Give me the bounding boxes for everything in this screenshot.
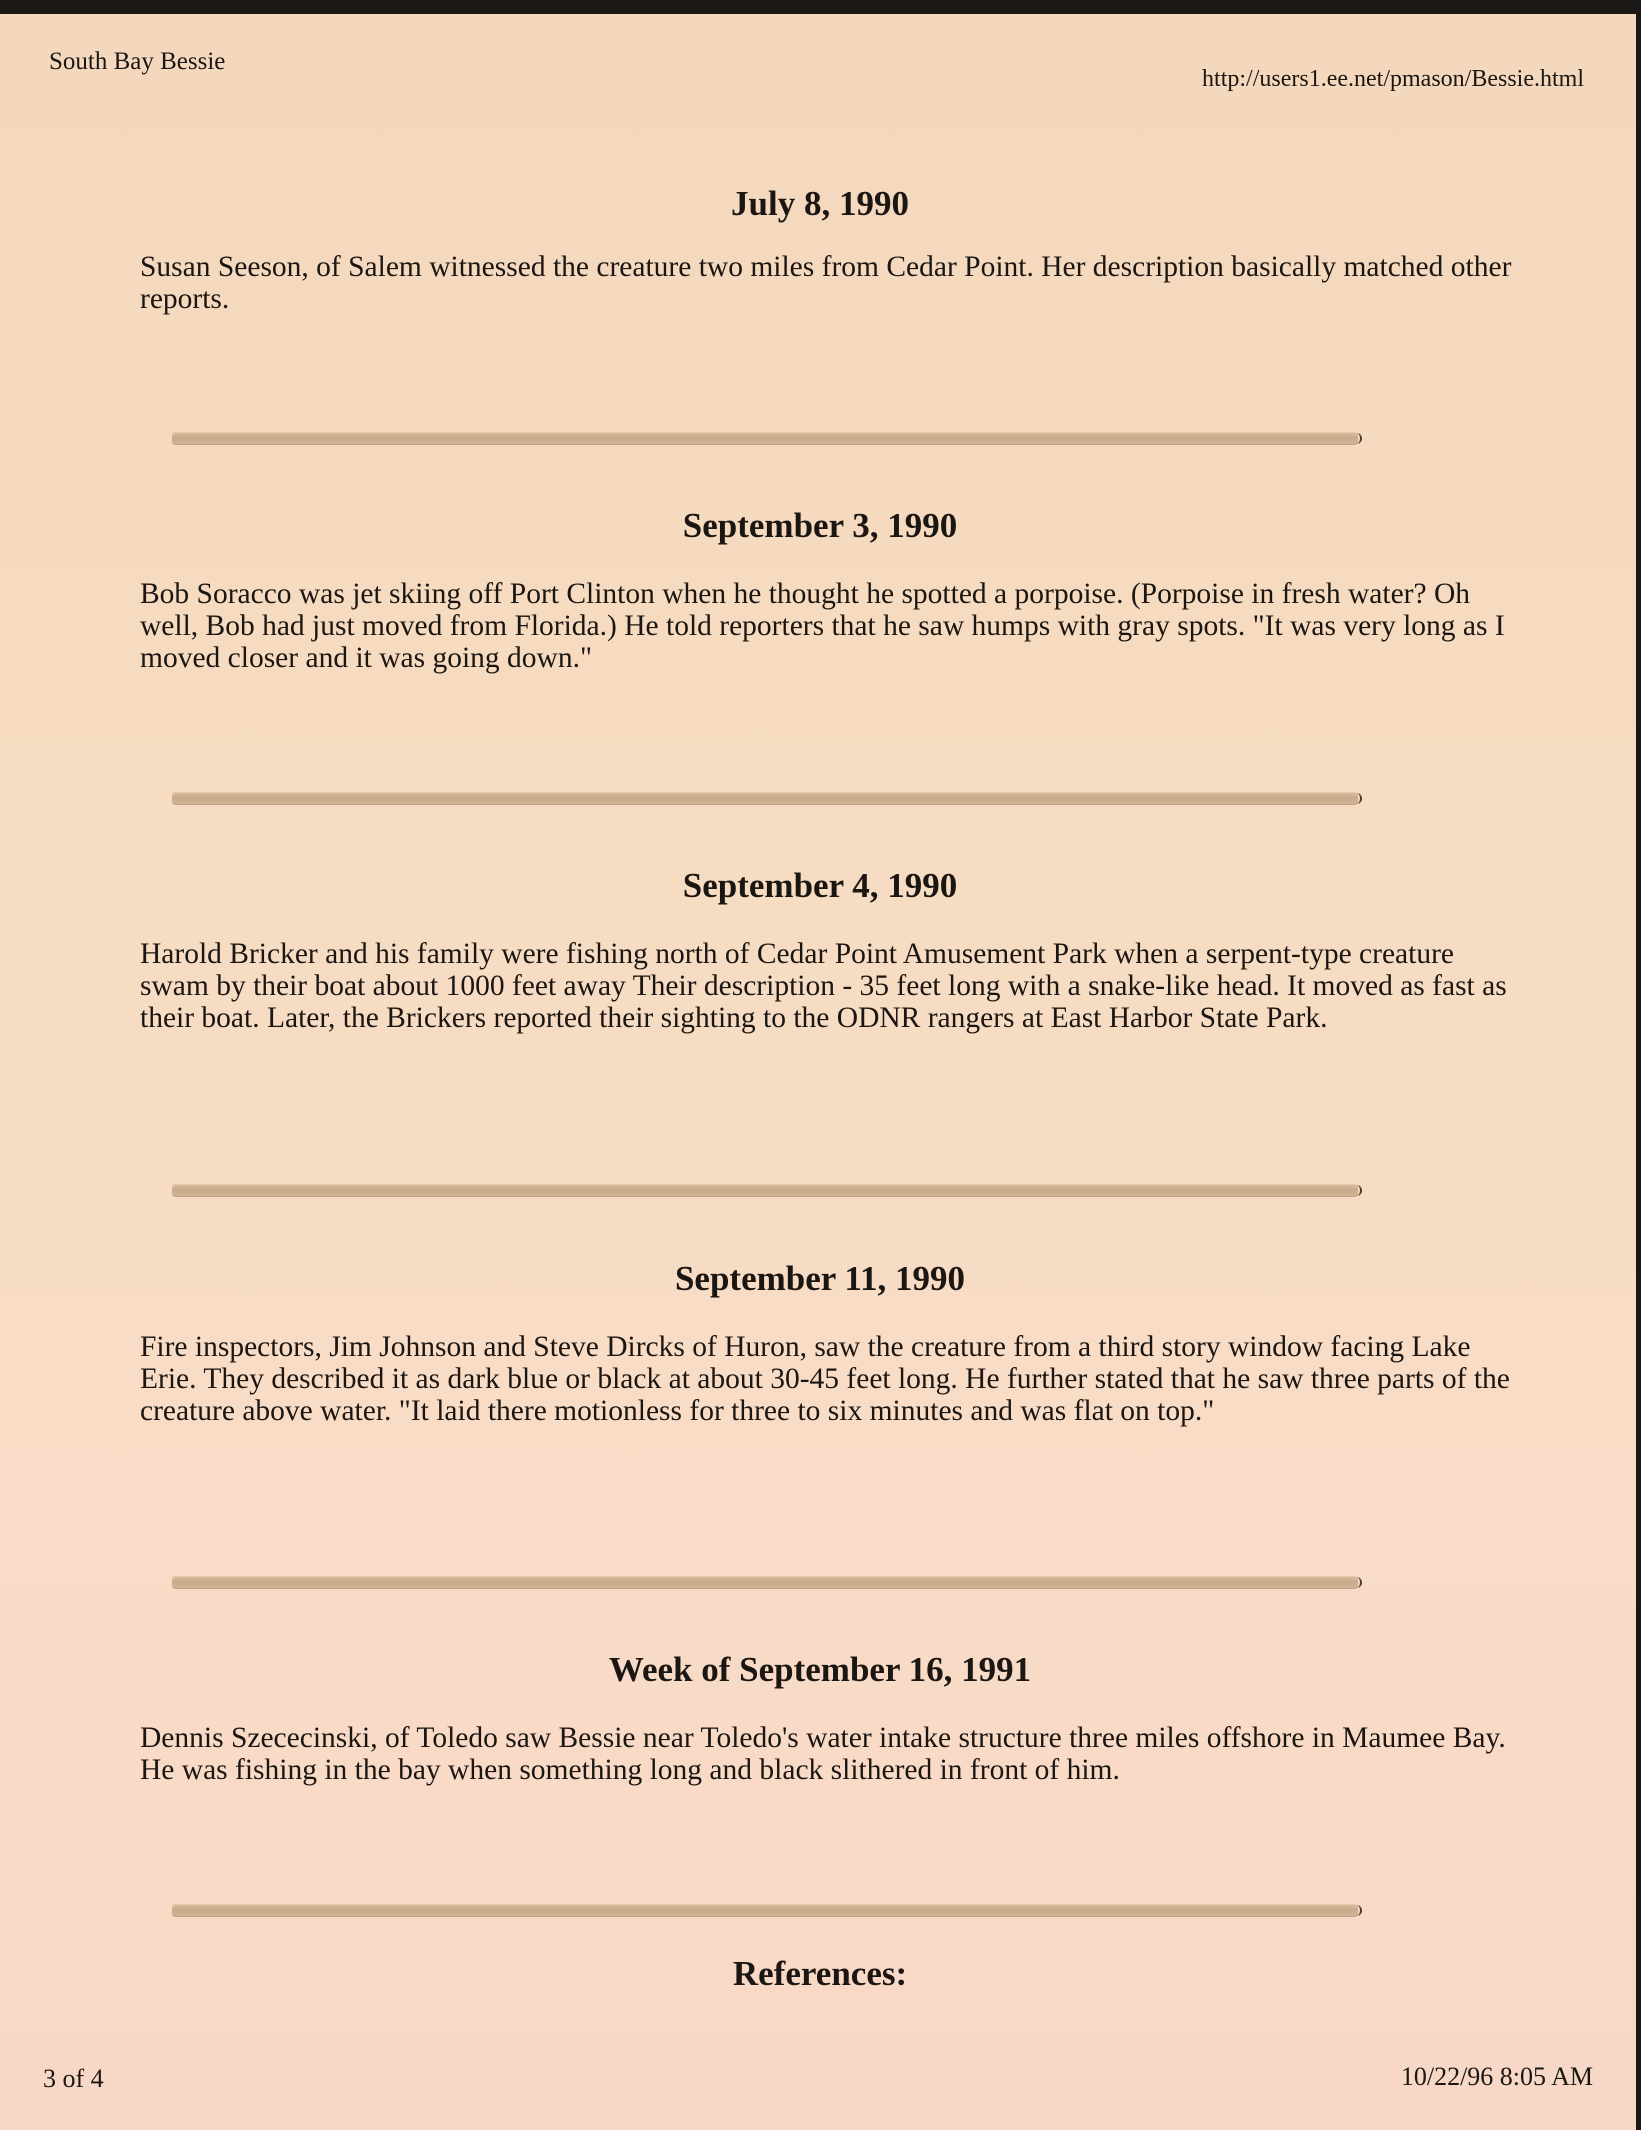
horizontal-rule <box>172 1576 1358 1589</box>
entry-date-heading: July 8, 1990 <box>731 184 909 223</box>
entry-text: Bob Soracco was jet skiing off Port Clinton when he thought he spotted a porpoise. (Porpoise in fresh water? Oh well, Bob had just moved from Florida.) He told reporters that he saw humps with gray spots. "It was very long as I moved closer and it was going down." <box>140 578 1505 674</box>
entry-text: Harold Bricker and his family were fishing north of Cedar Point Amusement Park when a serpent-type creature swam by their boat about 1000 feet away Their description - 35 feet long with a snake-like head. It moved as fast as their boat. Later, the Brickers reported their sighting to the ODNR rangers at East Harbor State Park. <box>140 938 1507 1034</box>
entry-date-heading: Week of September 16, 1991 <box>608 1650 1032 1689</box>
entry-date-heading: September 11, 1990 <box>674 1259 966 1298</box>
page-number: 3 of 4 <box>43 2064 104 2093</box>
printed-page <box>0 14 1636 2130</box>
entry-date-heading: September 3, 1990 <box>682 506 958 545</box>
entry-text: Susan Seeson, of Salem witnessed the creature two miles from Cedar Point. Her description basically matched other reports. <box>140 251 1512 315</box>
entry-text: Fire inspectors, Jim Johnson and Steve Dircks of Huron, saw the creature from a third story window facing Lake Erie. They described it as dark blue or black at about 30-45 feet long. He further stated that he saw three parts of the creature above water. "It laid there motionless for three to six minutes and was flat on top." <box>140 1331 1510 1427</box>
references-heading: References: <box>732 1954 908 1993</box>
page-header-title: South Bay Bessie <box>49 48 226 75</box>
entry-text: Dennis Szececinski, of Toledo saw Bessie near Toledo's water intake structure three miles offshore in Maumee Bay. He was fishing in the bay when something long and black slithered in front of him. <box>140 1722 1506 1786</box>
horizontal-rule <box>172 1904 1358 1917</box>
horizontal-rule <box>172 432 1358 445</box>
print-timestamp: 10/22/96 8:05 AM <box>1400 2062 1593 2091</box>
entry-date-heading: September 4, 1990 <box>682 866 958 905</box>
horizontal-rule <box>172 792 1358 805</box>
page-header-url: http://users1.ee.net/pmason/Bessie.html <box>1202 66 1584 92</box>
horizontal-rule <box>172 1184 1358 1197</box>
